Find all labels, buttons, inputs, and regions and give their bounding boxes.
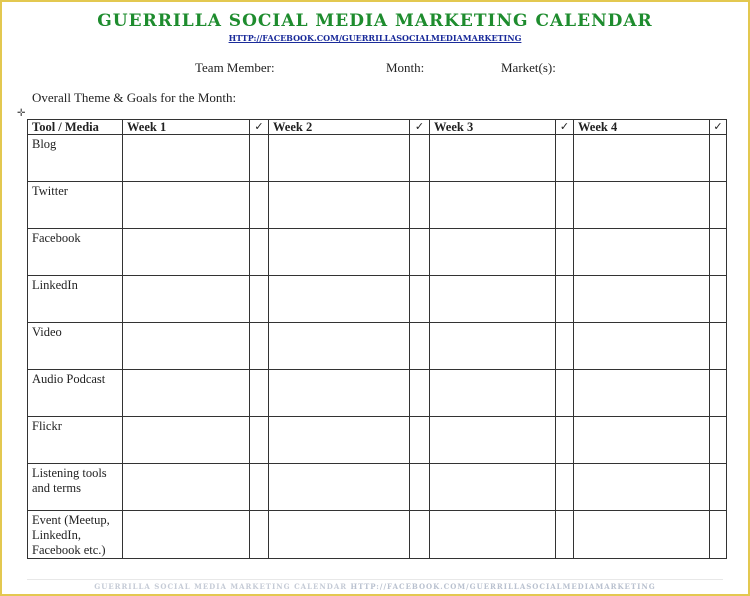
week-2-check-cell[interactable] <box>410 135 430 182</box>
check-icon: ✓ <box>710 120 727 135</box>
markets-label: Market(s): <box>501 60 556 75</box>
page-title: GUERRILLA SOCIAL MEDIA MARKETING CALENDAR <box>97 11 653 31</box>
week-3-cell[interactable] <box>430 229 556 276</box>
week-3-cell[interactable] <box>430 182 556 229</box>
week-2-check-cell[interactable] <box>410 229 430 276</box>
table-row <box>28 323 727 370</box>
week-4-check-cell[interactable] <box>710 323 727 370</box>
week-4-check-cell[interactable] <box>710 229 727 276</box>
week-1-check-cell[interactable] <box>250 135 269 182</box>
week-1-check-cell[interactable] <box>250 370 269 417</box>
week-2-check-cell[interactable] <box>410 464 430 511</box>
tool-name-cell: Event (Meetup, LinkedIn, Facebook etc.) <box>28 511 123 559</box>
check-icon: ✓ <box>556 120 574 135</box>
week-2-check-cell[interactable] <box>410 323 430 370</box>
week-2-cell[interactable] <box>269 323 410 370</box>
week-3-check-cell[interactable] <box>556 229 574 276</box>
week-1-cell[interactable] <box>123 323 250 370</box>
tool-name-cell: Video <box>28 323 123 370</box>
week-3-check-cell[interactable] <box>556 135 574 182</box>
week-2-cell[interactable] <box>269 417 410 464</box>
tool-name-cell: Twitter <box>28 182 123 229</box>
week-1-check-cell[interactable] <box>250 182 269 229</box>
week-1-check-cell[interactable] <box>250 276 269 323</box>
week-3-check-cell[interactable] <box>556 511 574 559</box>
tool-media-header: Tool / Media <box>28 120 123 135</box>
week-4-check-cell[interactable] <box>710 417 727 464</box>
check-icon: ✓ <box>410 120 430 135</box>
week-4-cell[interactable] <box>574 323 710 370</box>
week-4-check-cell[interactable] <box>710 182 727 229</box>
table-row <box>28 229 727 276</box>
week-2-cell[interactable] <box>269 182 410 229</box>
week-2-cell[interactable] <box>269 464 410 511</box>
table-row <box>28 135 727 182</box>
week-4-cell[interactable] <box>574 229 710 276</box>
table-row <box>28 276 727 323</box>
footer <box>2 582 748 591</box>
table-row <box>28 464 727 511</box>
table-row <box>28 182 727 229</box>
tool-name-cell: Blog <box>28 135 123 182</box>
week-1-header: Week 1 <box>123 120 250 135</box>
week-1-cell[interactable] <box>123 182 250 229</box>
week-1-check-cell[interactable] <box>250 417 269 464</box>
week-3-cell[interactable] <box>430 135 556 182</box>
week-4-header: Week 4 <box>574 120 710 135</box>
week-3-cell[interactable] <box>430 276 556 323</box>
week-3-check-cell[interactable] <box>556 182 574 229</box>
week-2-check-cell[interactable] <box>410 182 430 229</box>
week-1-cell[interactable] <box>123 417 250 464</box>
tool-name-cell: LinkedIn <box>28 276 123 323</box>
week-3-cell[interactable] <box>430 417 556 464</box>
week-4-check-cell[interactable] <box>710 464 727 511</box>
week-1-cell[interactable] <box>123 135 250 182</box>
week-2-cell[interactable] <box>269 511 410 559</box>
week-1-cell[interactable] <box>123 276 250 323</box>
week-2-cell[interactable] <box>269 370 410 417</box>
week-1-check-cell[interactable] <box>250 229 269 276</box>
calendar-table <box>27 119 727 559</box>
week-2-cell[interactable] <box>269 276 410 323</box>
week-3-cell[interactable] <box>430 464 556 511</box>
week-1-cell[interactable] <box>123 229 250 276</box>
week-4-cell[interactable] <box>574 135 710 182</box>
week-2-check-cell[interactable] <box>410 276 430 323</box>
footer-divider <box>27 579 723 580</box>
table-header-row <box>28 120 727 135</box>
week-2-check-cell[interactable] <box>410 511 430 559</box>
week-3-check-cell[interactable] <box>556 276 574 323</box>
week-4-cell[interactable] <box>574 511 710 559</box>
week-4-cell[interactable] <box>574 370 710 417</box>
week-1-cell[interactable] <box>123 464 250 511</box>
week-3-check-cell[interactable] <box>556 323 574 370</box>
week-2-cell[interactable] <box>269 135 410 182</box>
week-4-cell[interactable] <box>574 417 710 464</box>
move-handle-icon[interactable]: ✛ <box>17 108 26 119</box>
overall-theme-label: Overall Theme & Goals for the Month: <box>32 90 237 105</box>
week-4-check-cell[interactable] <box>710 370 727 417</box>
week-1-check-cell[interactable] <box>250 323 269 370</box>
week-3-check-cell[interactable] <box>556 417 574 464</box>
table-row <box>28 511 727 559</box>
week-3-check-cell[interactable] <box>556 464 574 511</box>
table-row <box>28 370 727 417</box>
week-4-check-cell[interactable] <box>710 511 727 559</box>
week-4-cell[interactable] <box>574 276 710 323</box>
week-4-cell[interactable] <box>574 182 710 229</box>
week-3-cell[interactable] <box>430 370 556 417</box>
footer-title: GUERRILLA SOCIAL MEDIA MARKETING CALENDAR <box>94 582 348 591</box>
month-label: Month: <box>386 60 425 75</box>
footer-url: HTTP://FACEBOOK.COM/GUERRILLASOCIALMEDIAMARKETING <box>350 582 656 591</box>
week-3-check-cell[interactable] <box>556 370 574 417</box>
week-2-cell[interactable] <box>269 229 410 276</box>
week-2-header: Week 2 <box>269 120 410 135</box>
week-1-check-cell[interactable] <box>250 511 269 559</box>
table-row <box>28 417 727 464</box>
check-icon: ✓ <box>250 120 269 135</box>
week-1-check-cell[interactable] <box>250 464 269 511</box>
week-2-check-cell[interactable] <box>410 370 430 417</box>
week-1-cell[interactable] <box>123 511 250 559</box>
team-member-label: Team Member: <box>195 60 275 75</box>
week-3-cell[interactable] <box>430 323 556 370</box>
week-1-cell[interactable] <box>123 370 250 417</box>
tool-name-cell: Flickr <box>28 417 123 464</box>
week-3-header: Week 3 <box>430 120 556 135</box>
tool-name-cell: Facebook <box>28 229 123 276</box>
tool-name-cell: Audio Podcast <box>28 370 123 417</box>
week-4-check-cell[interactable] <box>710 135 727 182</box>
week-4-check-cell[interactable] <box>710 276 727 323</box>
week-4-cell[interactable] <box>574 464 710 511</box>
week-2-check-cell[interactable] <box>410 417 430 464</box>
tool-name-cell: Listening tools and terms <box>28 464 123 511</box>
facebook-link[interactable]: HTTP://FACEBOOK.COM/GUERRILLASOCIALMEDIAMARKETING <box>228 33 522 43</box>
week-3-cell[interactable] <box>430 511 556 559</box>
